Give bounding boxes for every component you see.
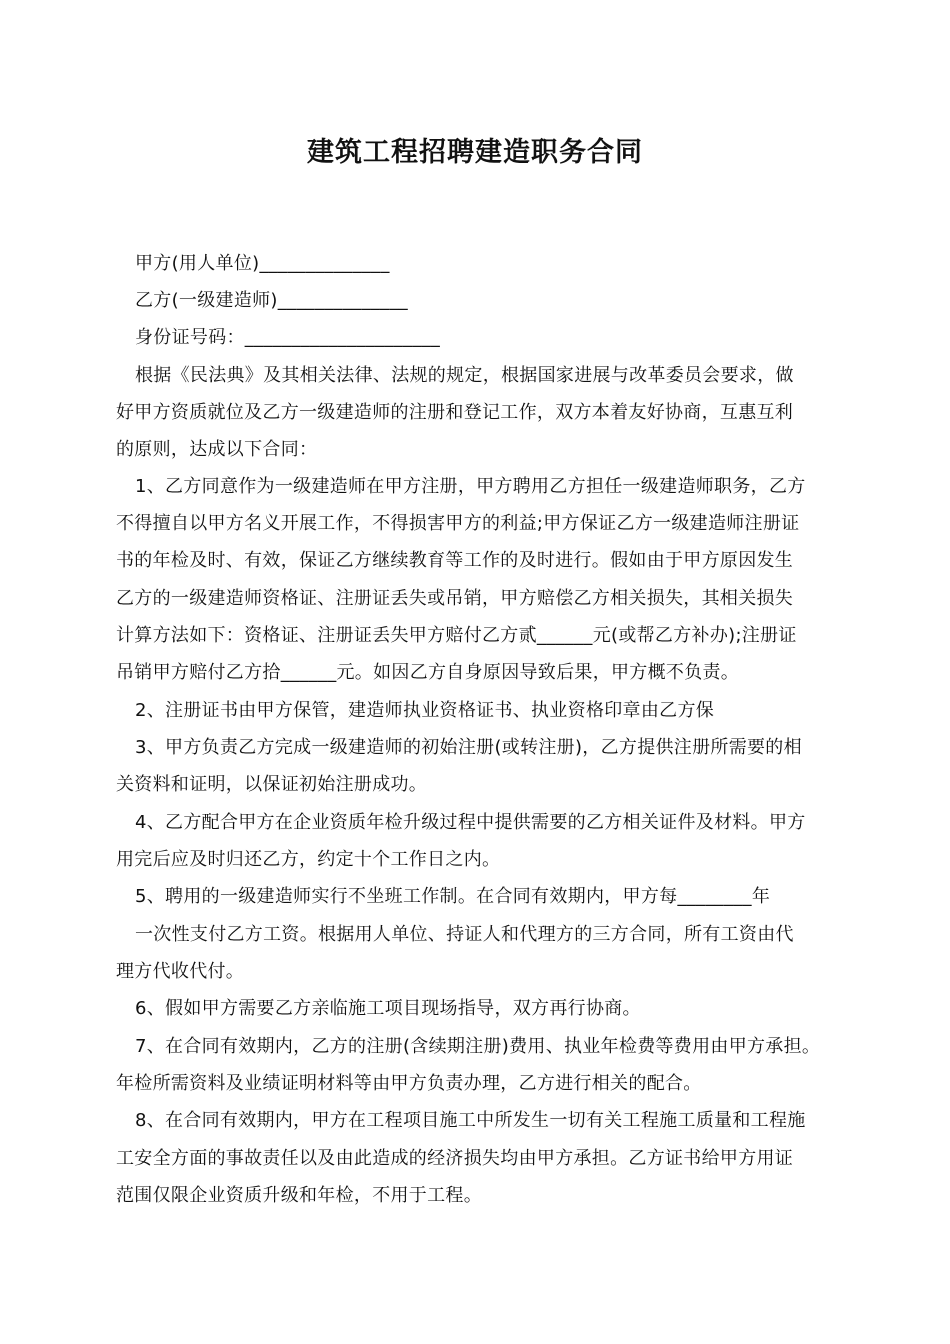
clause-3-line: 关资料和证明，以保证初始注册成功。 bbox=[116, 774, 428, 795]
clause-1-line: 计算方法如下：资格证、注册证丢失甲方赔付乙方贰______元(或帮乙方补办);注册证 bbox=[116, 625, 797, 646]
clause-4-line: 4、乙方配合甲方在企业资质年检升级过程中提供需要的乙方相关证件及材料。甲方 bbox=[135, 812, 806, 833]
id-number-line: 身份证号码：_____________________ bbox=[135, 327, 441, 348]
document-title: 建筑工程招聘建造职务合同 bbox=[307, 137, 643, 168]
clause-5-line: 一次性支付乙方工资。根据用人单位、持证人和代理方的三方合同，所有工资由代 bbox=[135, 924, 794, 945]
clause-5-line: 理方代收代付。 bbox=[116, 961, 245, 982]
clause-1-line: 1、乙方同意作为一级建造师在甲方注册，甲方聘用乙方担任一级建造师职务，乙方 bbox=[135, 476, 806, 497]
clause-1-line: 书的年检及时、有效，保证乙方继续教育等工作的及时进行。假如由于甲方原因发生 bbox=[116, 550, 794, 571]
clause-1-line: 吊销甲方赔付乙方拾______元。如因乙方自身原因导致后果，甲方概不负责。 bbox=[116, 662, 740, 683]
clause-6-line: 6、假如甲方需要乙方亲临施工项目现场指导，双方再行协商。 bbox=[135, 998, 641, 1019]
party-a-line: 甲方(用人单位)______________ bbox=[135, 253, 390, 274]
clause-2-line: 2、注册证书由甲方保管，建造师执业资格证书、执业资格印章由乙方保 bbox=[135, 700, 715, 721]
intro-paragraph-line: 好甲方资质就位及乙方一级建造师的注册和登记工作，双方本着友好协商，互惠互利 bbox=[116, 402, 794, 423]
clause-3-line: 3、甲方负责乙方完成一级建造师的初始注册(或转注册)，乙方提供注册所需要的相 bbox=[135, 737, 802, 758]
clause-1-line: 乙方的一级建造师资格证、注册证丢失或吊销，甲方赔偿乙方相关损失，其相关损失 bbox=[116, 588, 794, 609]
clause-8-line: 工安全方面的事故责任以及由此造成的经济损失均由甲方承担。乙方证书给甲方用证 bbox=[116, 1148, 794, 1169]
clause-8-line: 8、在合同有效期内，甲方在工程项目施工中所发生一切有关工程施工质量和工程施 bbox=[135, 1110, 806, 1131]
clause-5-line: 5、聘用的一级建造师实行不坐班工作制。在合同有效期内，甲方每________年 bbox=[135, 886, 771, 907]
clause-4-line: 用完后应及时归还乙方，约定十个工作日之内。 bbox=[116, 849, 501, 870]
clause-1-line: 不得擅自以甲方名义开展工作，不得损害甲方的利益;甲方保证乙方一级建造师注册证 bbox=[116, 513, 800, 534]
party-b-line: 乙方(一级建造师)______________ bbox=[135, 290, 408, 311]
intro-paragraph-line: 的原则，达成以下合同： bbox=[116, 439, 318, 460]
clause-7-line: 年检所需资料及业绩证明材料等由甲方负责办理，乙方进行相关的配合。 bbox=[116, 1073, 702, 1094]
clause-8-line: 范围仅限企业资质升级和年检，不用于工程。 bbox=[116, 1185, 482, 1206]
clause-7-line: 7、在合同有效期内，乙方的注册(含续期注册)费用、执业年检费等费用由甲方承担。 bbox=[135, 1036, 821, 1057]
intro-paragraph-line: 根据《民法典》及其相关法律、法规的规定，根据国家进展与改革委员会要求，做 bbox=[135, 365, 794, 386]
